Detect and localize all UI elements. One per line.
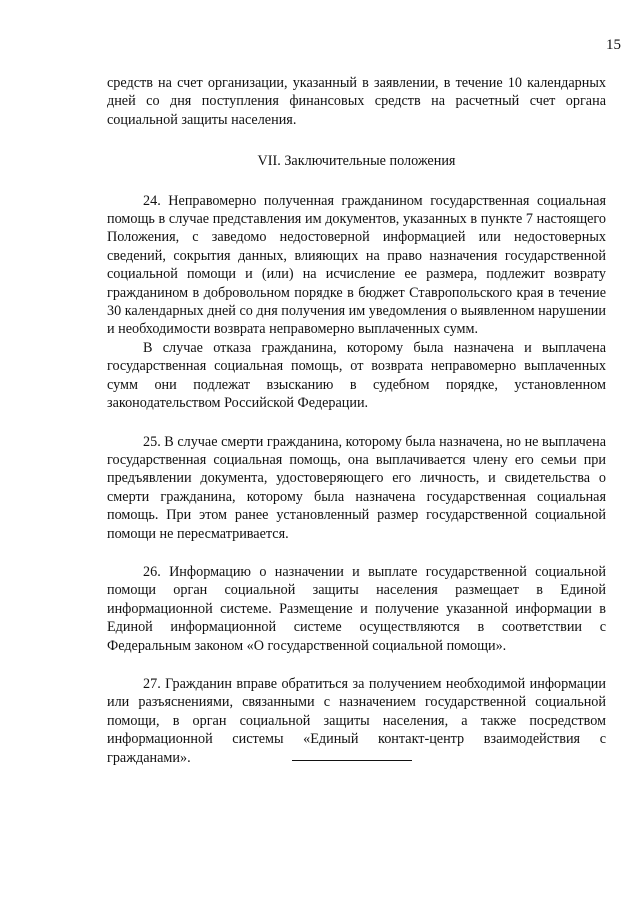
document-body	[107, 74, 606, 767]
section-title: VII. Заключительные положения	[257, 153, 456, 170]
paragraph-27: 27. Гражданин вправе обратиться за получением необходимой информации или разъяснениями, связанными с назначением государственной социальной помощи, в орган социальной защиты населения, а также посредством информационной системы «Единый контакт-центр взаимодействия с гражданами».	[107, 675, 606, 766]
closing-divider	[292, 760, 412, 761]
paragraph-26: 26. Информацию о назначении и выплате государственной социальной помощи орган социальной защиты населения размещает в Единой информационной системе. Размещение и получение указанной информации в Единой информационной системе осуществляются в соответствии с Федеральным законом «О государственной социальной помощи».	[107, 563, 606, 654]
page-number: 15	[606, 37, 621, 53]
paragraph-24-refusal: В случае отказа гражданина, которому была назначена и выплачена государственная социальная помощь, от возврата неправомерно выплаченных сумм они подлежат взысканию в судебном порядке, установленном законодательством Российской Федерации.	[107, 339, 606, 412]
paragraph-25: 25. В случае смерти гражданина, которому была назначена, но не выплачена государственная социальная помощь, она выплачивается члену его семьи при предъявлении документа, удостоверяющего его личность, и свидетельства о смерти гражданина, которому была назначена государственная социальная помощь. При этом ранее установленный размер государственной социальной помощи не пересматривается.	[107, 433, 606, 542]
paragraph-24: 24. Неправомерно полученная гражданином государственная социальная помощь в случае представления им документов, указанных в пункте 7 настоящего Положения, с заведомо недостоверной информацией или недостоверных сведений, сокрытия данных, влияющих на право назначения государственной социальной помощи и (или) на исчисление ее размера, подлежит возврату гражданином в добровольном порядке в бюджет Ставропольского края в течение 30 календарных дней со дня получения им уведомления о выявленном нарушении и необходимости возврата неправомерно выплаченных сумм.	[107, 192, 606, 338]
continuation-paragraph: средств на счет организации, указанный в заявлении, в течение 10 календарных дней со дня поступления финансовых средств на расчетный счет органа социальной защиты населения.	[107, 75, 606, 128]
